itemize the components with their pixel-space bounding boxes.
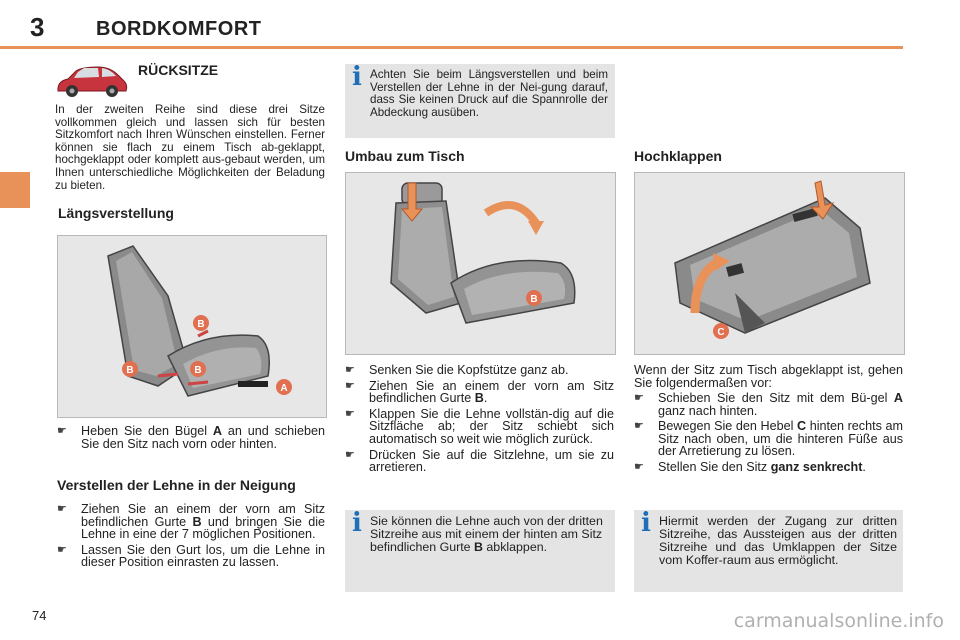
info-top-text: Achten Sie beim Längsverstellen und beim Verstellen der Lehne in der Nei-gung darauf, dass Sie keinen Druck auf die Spannrolle der Abdeckung ausüben.	[370, 68, 608, 119]
list-item: ☛ Schieben Sie den Sitz mit dem Bü-gel A ganz nach hinten.	[634, 391, 903, 418]
info-right-text: Hiermit werden der Zugang zur dritten Sitzreihe, das Aussteigen aus der dritten Sitzreihe und das Umklappen der Sitze vom Koffer-raum aus ermöglicht.	[659, 514, 897, 567]
seat-flip-up-illustration	[634, 172, 905, 355]
list-item: ☛ Lassen Sie den Gurt los, um die Lehne in dieser Position einrasten zu lassen.	[57, 542, 325, 570]
list-item: ☛ Bewegen Sie den Hebel C hinten rechts am Sitz nach oben, um die hinteren Füße aus der Arretierung zu lösen.	[634, 419, 903, 459]
section-title-hoch: Hochklappen	[634, 148, 722, 164]
pointing-hand-icon: ☛	[57, 543, 67, 556]
info-box-right	[634, 510, 903, 592]
info-box-mid	[345, 510, 615, 592]
rear-seats-intro: In der zweiten Reihe sind diese drei Sitze vollkommen gleich und lassen sich für besten Sitzkomfort nach Ihren Wünschen einstellen. Ferner können sie flach zu einem Tisch ab-geklappt, hochgeklappt oder komplett aus-gebaut werden, um Ihnen unterschiedliche Möglichkeiten der Beladung zu bieten.	[55, 103, 325, 192]
seat-fold-table-illustration	[345, 172, 616, 355]
section-title-neigung: Verstellen der Lehne in der Neigung	[57, 477, 296, 493]
info-icon: i	[352, 62, 362, 92]
watermark: carmanualsonline.info	[733, 610, 944, 632]
hoch-intro: Wenn der Sitz zum Tisch abgeklappt ist, gehen Sie folgendermaßen vor:	[634, 363, 903, 390]
hoch-steps	[634, 392, 903, 477]
pointing-hand-icon: ☛	[634, 420, 644, 433]
neigung-steps	[57, 503, 325, 572]
list-item: ☛ Heben Sie den Bügel A an und schieben Sie den Sitz nach vorn oder hinten.	[57, 424, 325, 451]
info-icon: i	[641, 508, 651, 538]
info-icon: i	[352, 508, 362, 538]
pointing-hand-icon: ☛	[345, 448, 355, 461]
page-number: 74	[32, 608, 47, 623]
seat-slide-illustration	[57, 235, 327, 418]
pointing-hand-icon: ☛	[634, 392, 644, 404]
callout-b-2: B	[126, 365, 134, 376]
list-item: ☛ Drücken Sie auf die Sitzlehne, um sie zu arretieren.	[345, 447, 614, 475]
list-item: ☛ Ziehen Sie an einem der vorn am Sitz befindlichen Gurte B.	[345, 378, 614, 406]
car-icon	[54, 63, 130, 99]
callout-b-3: B	[194, 365, 202, 376]
chapter-tab	[0, 172, 30, 208]
list-item: ☛ Klappen Sie die Lehne vollstän-dig auf die Sitzfläche ab; der Sitz schiebt sich automatisch so weit wie möglich zurück.	[345, 406, 614, 446]
pointing-hand-icon: ☛	[345, 407, 355, 420]
list-item: ☛ Senken Sie die Kopfstütze ganz ab.	[345, 363, 569, 377]
chapter-number: 3	[30, 12, 45, 42]
pointing-hand-icon: ☛	[345, 379, 355, 392]
umbau-steps	[345, 364, 614, 477]
list-item: ☛ Ziehen Sie an einem der vorn am Sitz befindlichen Gurte B und bringen Sie die Lehne in eine der 7 möglichen Positionen.	[57, 502, 326, 542]
section-title-laengs: Längsverstellung	[58, 205, 174, 221]
list-item: ☛ Stellen Sie den Sitz ganz senkrecht.	[634, 459, 866, 474]
callout-b: B	[530, 294, 538, 305]
callout-c: C	[717, 327, 725, 338]
callout-a: A	[280, 383, 288, 394]
info-mid-text: Sie können die Lehne auch von der dritten Sitzreihe aus mit einem der hinten am Sitz befindlichen Gurte B abklappen.	[370, 514, 603, 554]
pointing-hand-icon: ☛	[345, 364, 355, 376]
pointing-hand-icon: ☛	[57, 425, 67, 437]
pointing-hand-icon: ☛	[57, 503, 67, 515]
header-divider	[0, 46, 903, 49]
section-title-rear-seats: RÜCKSITZE	[138, 62, 219, 78]
info-box-top	[345, 64, 615, 138]
chapter-title: BORDKOMFORT	[96, 18, 262, 40]
section-title-umbau: Umbau zum Tisch	[345, 148, 465, 164]
callout-b-1: B	[197, 319, 205, 330]
pointing-hand-icon: ☛	[634, 460, 644, 473]
laengs-steps	[57, 425, 325, 453]
